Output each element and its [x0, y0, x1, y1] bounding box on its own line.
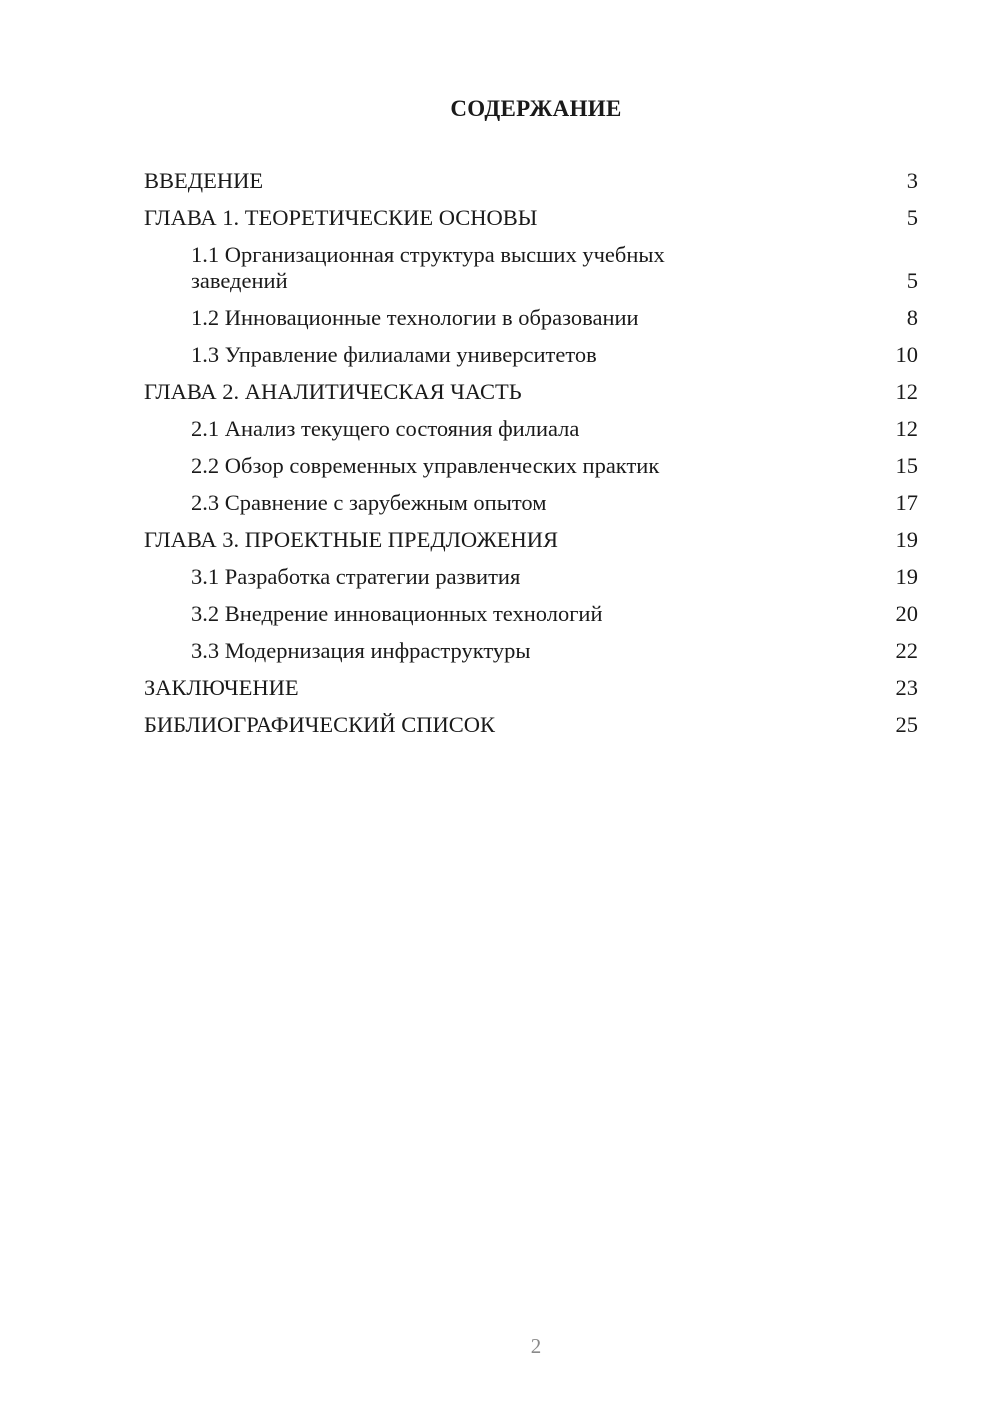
toc-entry-label: 1.2 Инновационные технологии в образовании	[191, 305, 639, 330]
toc-entry-label: ГЛАВА 2. АНАЛИТИЧЕСКАЯ ЧАСТЬ	[144, 379, 522, 404]
toc-entry-label: ГЛАВА 1. ТЕОРЕТИЧЕСКИЕ ОСНОВЫ	[144, 205, 538, 230]
toc-entry-page: 17	[895, 490, 918, 515]
toc-entry-section-2-1	[144, 416, 918, 442]
toc-entry-label: БИБЛИОГРАФИЧЕСКИЙ СПИСОК	[144, 712, 496, 737]
toc-entry-introduction	[144, 168, 918, 194]
toc-entry-page: 12	[895, 379, 918, 404]
toc-entry-label: 2.2 Обзор современных управленческих практик	[191, 453, 660, 478]
toc-entry-chapter-2	[144, 379, 918, 405]
toc-entry-bibliography	[144, 712, 918, 738]
toc-entry-page: 20	[895, 601, 918, 626]
toc-entry-page: 19	[895, 527, 918, 552]
toc-entry-page: 10	[895, 342, 918, 367]
toc-entry-page: 22	[895, 638, 918, 663]
toc-entry-label: ВВЕДЕНИЕ	[144, 168, 264, 193]
toc-entry-label: ГЛАВА 3. ПРОЕКТНЫЕ ПРЕДЛОЖЕНИЯ	[144, 527, 559, 552]
toc-entry-page: 5	[906, 268, 918, 293]
toc-entry-chapter-3	[144, 527, 918, 553]
toc-entry-label: 2.1 Анализ текущего состояния филиала	[191, 416, 580, 441]
toc-entry-page: 25	[895, 712, 918, 737]
toc-entry-section-1-3	[144, 342, 918, 368]
toc-title	[0, 96, 1000, 122]
toc-entry-page: 15	[895, 453, 918, 478]
toc-entry-label: 1.1 Организационная структура высших учебных заведений	[191, 242, 665, 293]
toc-entry-page: 23	[895, 675, 918, 700]
toc-title-text: СОДЕРЖАНИЕ	[450, 96, 622, 121]
toc-entry-section-3-1	[144, 564, 918, 590]
toc-entry-label: 3.3 Модернизация инфраструктуры	[191, 638, 531, 663]
toc-entry-chapter-1	[144, 205, 918, 231]
toc-entry-label: 1.3 Управление филиалами университетов	[191, 342, 597, 367]
toc-entry-conclusion	[144, 675, 918, 701]
toc-entry-section-1-2	[144, 305, 918, 331]
toc-entry-page: 19	[895, 564, 918, 589]
toc-entry-section-1-1	[144, 242, 918, 294]
toc-entry-page: 12	[895, 416, 918, 441]
toc-entry-page: 8	[906, 305, 918, 330]
toc-entry-section-2-2	[144, 453, 918, 479]
table-of-contents	[144, 168, 918, 749]
toc-entry-label: ЗАКЛЮЧЕНИЕ	[144, 675, 299, 700]
toc-entry-section-3-3	[144, 638, 918, 664]
page-number: 2	[530, 1334, 542, 1358]
toc-entry-section-2-3	[144, 490, 918, 516]
toc-entry-page: 3	[906, 168, 918, 193]
toc-entry-label: 2.3 Сравнение с зарубежным опытом	[191, 490, 547, 515]
toc-entry-label: 3.2 Внедрение инновационных технологий	[191, 601, 603, 626]
toc-entry-section-3-2	[144, 601, 918, 627]
toc-entry-label: 3.1 Разработка стратегии развития	[191, 564, 521, 589]
toc-entry-page: 5	[906, 205, 918, 230]
